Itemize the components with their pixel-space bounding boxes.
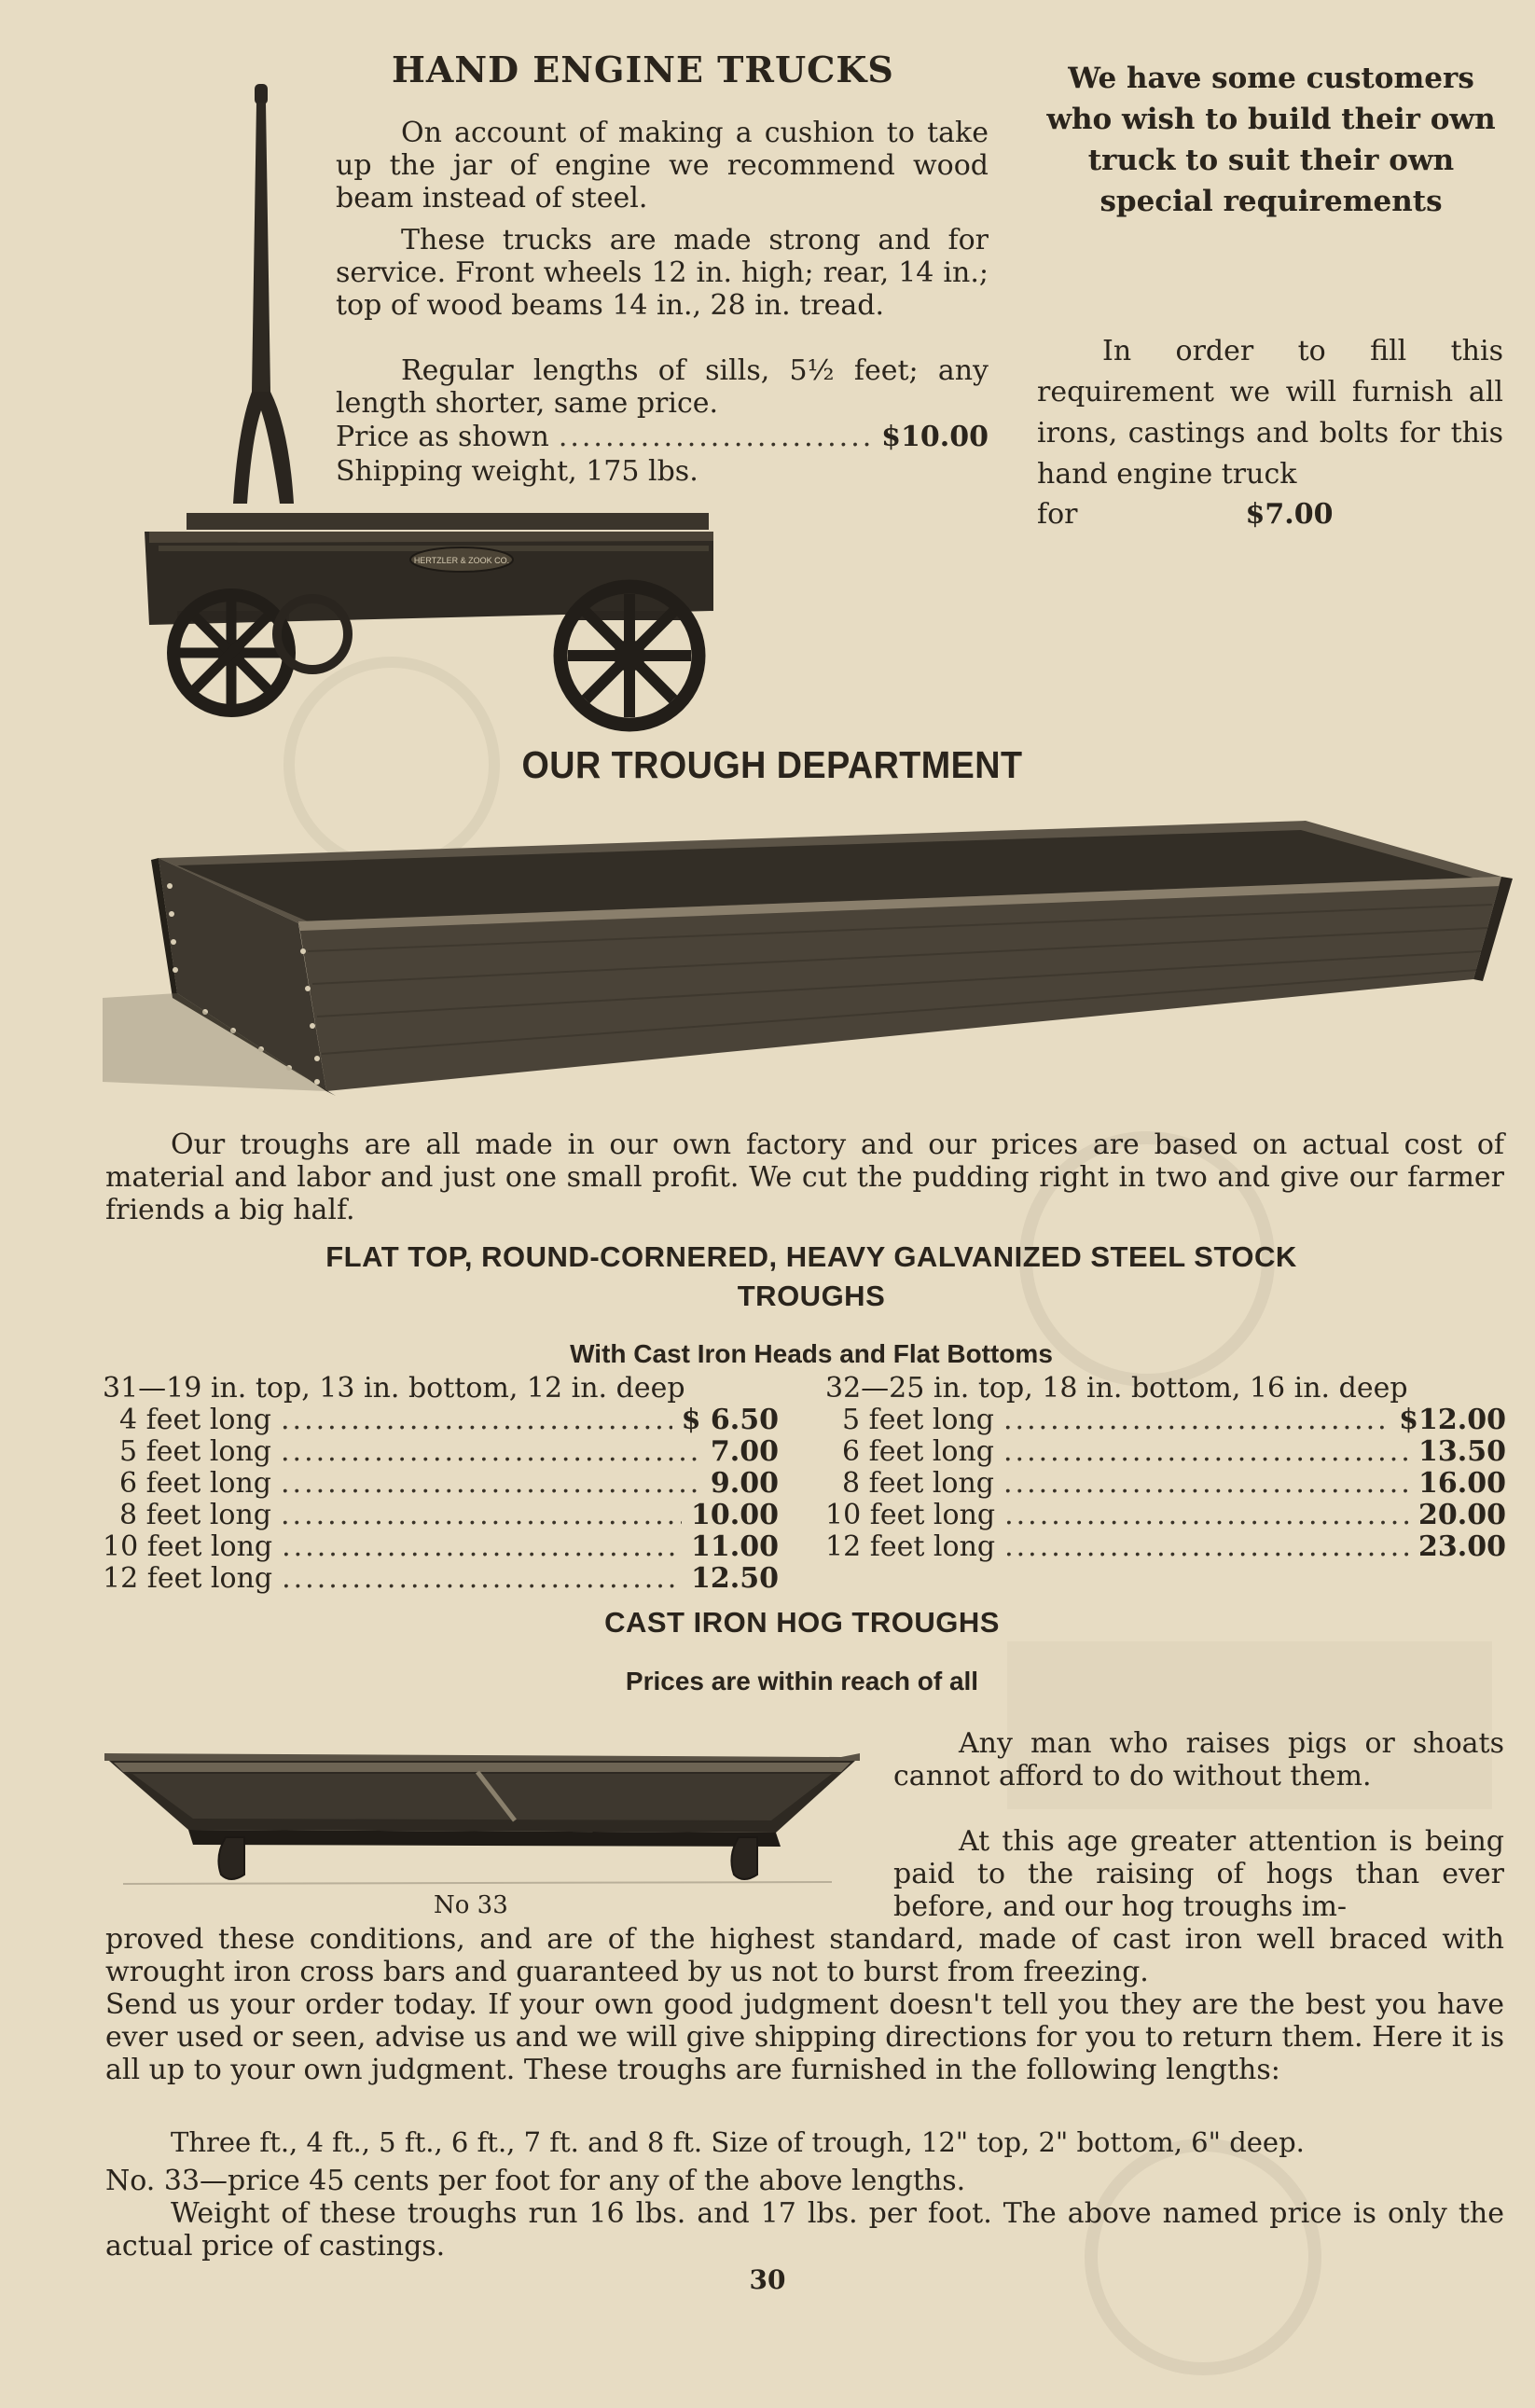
hog-trough-lengths: Three ft., 4 ft., 5 ft., 6 ft., 7 ft. and 8 ft. Size of trough, 12" top, 2" bottom, 6" deep. — [171, 2126, 1305, 2158]
table-row: 12 feet long ..... 23.00 — [825, 1531, 1506, 1563]
table-row: 4 feet long ..... $ 6.50 — [103, 1405, 779, 1436]
table-row: 12 feet long ..... 12.50 — [103, 1563, 779, 1595]
hog-trough-illustration — [104, 1744, 878, 1903]
trough-31-spec: 31—19 in. top, 13 in. bottom, 12 in. deep — [103, 1372, 685, 1405]
leader-dots — [559, 422, 872, 453]
hand-truck-title: HAND ENGINE TRUCKS — [392, 48, 894, 90]
table-row: 5 feet long ..... $12.00 — [825, 1405, 1506, 1436]
trough-dept-intro: Our troughs are all made in our own factory and our prices are based on actual cost of material and labor and just one small profit. We cut the pudding right in two and give our farmer friends a big half. — [105, 1128, 1504, 1226]
price-value: $10.00 — [881, 421, 989, 453]
hand-truck-para1: On account of making a cushion to take up the jar of engine we recommend wood beam instead of steel. — [336, 117, 989, 215]
table-row: 6 feet long ..... 13.50 — [825, 1436, 1506, 1468]
hog-trough-para3: Send us your order today. If your own good judgment doesn't tell you they are the best you have ever used or seen, advise us and we will give shipping directions for you to return them. Here it is all up to your own judgment. These troughs are furnished in the following lengths: — [105, 1988, 1504, 2086]
stock-trough-subheading: With Cast Iron Heads and Flat Bottoms — [570, 1339, 1053, 1368]
stock-trough-heading-1: FLAT TOP, ROUND-CORNERED, HEAVY GALVANIZED STEEL STOCK — [325, 1240, 1297, 1273]
side-note-heading: We have some customers who wish to build their own truck to suit their own special requirements — [1046, 62, 1496, 218]
hog-trough-price-line: No. 33—price 45 cents per foot for any of the above lengths. — [105, 2165, 966, 2197]
hand-truck-para3: Regular lengths of sills, 5½ feet; any length shorter, same price. — [336, 354, 989, 420]
table-row: 8 feet long ..... 10.00 — [103, 1500, 779, 1531]
hog-trough-weight-line: Weight of these troughs run 16 lbs. and 17 lbs. per foot. The above named price is only the actual price of castings. — [105, 2197, 1504, 2263]
hog-trough-subheading: Prices are within reach of all — [625, 1667, 979, 1695]
hand-truck-price-row — [336, 422, 989, 453]
hand-truck-shipping: Shipping weight, 175 lbs. — [336, 455, 698, 488]
hog-trough-para1: Any man who raises pigs or shoats cannot afford to do without them. — [893, 1727, 1504, 1792]
table-row: 10 feet long ..... 20.00 — [825, 1500, 1506, 1531]
table-row: 10 feet long ..... 11.00 — [103, 1531, 779, 1563]
price-label: Price as shown — [336, 421, 549, 453]
side-note-body: In order to fill this requirement we will furnish all irons, castings and bolts for this hand engine truck — [1037, 335, 1503, 491]
hog-trough-para2-rest: proved these conditions, and are of the highest standard, made of cast iron well braced with wrought iron cross bars and guaranteed by us not to burst from freezing. — [105, 1923, 1504, 1988]
page-number: 30 — [749, 2264, 786, 2295]
table-row: 5 feet long ..... 7.00 — [103, 1436, 779, 1468]
hog-trough-heading: CAST IRON HOG TROUGHS — [604, 1606, 1000, 1639]
stock-trough-heading-2: TROUGHS — [737, 1280, 886, 1312]
truck-nameplate: HERTZLER & ZOOK CO. — [413, 556, 510, 565]
trough-dept-title: OUR TROUGH DEPARTMENT — [521, 743, 1023, 786]
trough-32-table — [825, 1373, 1506, 1563]
table-row: 6 feet long ..... 9.00 — [103, 1468, 779, 1500]
side-note-price: $7.00 — [1245, 498, 1334, 531]
table-row: 8 feet long ..... 16.00 — [825, 1468, 1506, 1500]
side-note-price-line — [1037, 496, 1503, 533]
side-note-for: for — [1037, 498, 1078, 531]
hog-trough-para2-top: At this age greater attention is being paid to the raising of hogs than ever before, and our hog troughs im- — [893, 1825, 1504, 1923]
hand-truck-para2: These trucks are made strong and for service. Front wheels 12 in. high; rear, 14 in.; top of wood beams 14 in., 28 in. tread. — [336, 224, 989, 322]
trough-31-table — [103, 1373, 779, 1595]
hog-trough-caption: No 33 — [434, 1891, 508, 1919]
stock-trough-illustration — [103, 811, 1520, 1110]
trough-32-spec: 32—25 in. top, 18 in. bottom, 16 in. deep — [825, 1372, 1408, 1405]
